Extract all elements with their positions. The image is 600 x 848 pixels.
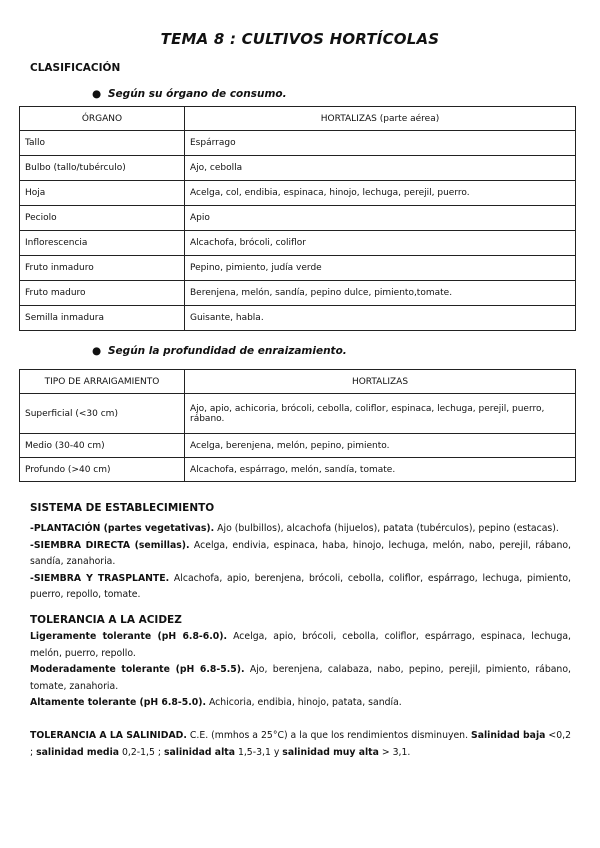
vegetables-cell: Alcachofa, espárrago, melón, sandía, tomate. — [185, 458, 576, 482]
trasplante-label: -SIEMBRA Y TRASPLANTE. — [30, 572, 170, 584]
salinity-heading: TOLERANCIA A LA SALINIDAD. — [30, 730, 187, 741]
vegetables-cell: Espárrago — [185, 131, 576, 156]
slight-tolerance-text: Acelga, apio, brócoli, cebolla, coliflor, espárrago, espinaca, lechuga, melón, puerro, repollo. — [30, 631, 571, 659]
bullet-icon: ● — [92, 345, 102, 357]
column-header: TIPO DE ARRAIGAMIENTO — [20, 370, 185, 394]
organ-cell: Peciolo — [20, 206, 185, 231]
organ-cell: Hoja — [20, 181, 185, 206]
organ-cell: Semilla inmadura — [20, 306, 185, 331]
organ-cell: Bulbo (tallo/tubérculo) — [20, 156, 185, 181]
organ-cell: Tallo — [20, 131, 185, 156]
table-row — [20, 156, 576, 181]
plantacion-label: -PLANTACIÓN (partes vegetativas). — [30, 523, 215, 534]
salinity-medium-label: salinidad media — [36, 746, 120, 758]
plantacion-line — [30, 521, 571, 538]
column-header: ÓRGANO — [20, 107, 185, 131]
establishment-section — [30, 521, 571, 604]
root-type-cell: Medio (30-40 cm) — [20, 434, 185, 458]
vegetables-cell: Apio — [185, 206, 576, 231]
classification-heading: CLASIFICACIÓN — [30, 62, 121, 74]
organ-cell: Fruto inmaduro — [20, 256, 185, 281]
establishment-heading: SISTEMA DE ESTABLECIMIENTO — [30, 502, 215, 514]
page-title: TEMA 8 : CULTIVOS HORTÍCOLAS — [160, 30, 440, 48]
acidity-heading: TOLERANCIA A LA ACIDEZ — [30, 614, 182, 626]
vegetables-cell: Berenjena, melón, sandía, pepino dulce, pimiento,tomate. — [185, 281, 576, 306]
salinity-very-high-label: salinidad muy alta — [282, 746, 379, 758]
high-tolerance-label: Altamente tolerante (pH 6.8-5.0). — [30, 697, 206, 708]
organ-cell: Fruto maduro — [20, 281, 185, 306]
vegetables-cell: Acelga, berenjena, melón, pepino, pimiento. — [185, 434, 576, 458]
high-tolerance-text: Achicoria, endibia, hinojo, patata, sandía. — [208, 697, 402, 708]
vegetables-cell: Pepino, pimiento, judía verde — [185, 256, 576, 281]
salinity-medium-value: 0,2-1,5 ; — [122, 746, 162, 758]
table-row — [20, 458, 576, 482]
plantacion-text: Ajo (bulbillos), alcachofa (hijuelos), patata (tubérculos), pepino (estacas). — [217, 523, 559, 534]
slight-tolerance-label: Ligeramente tolerante (pH 6.8-6.0). — [30, 631, 228, 642]
vegetables-cell: Ajo, cebolla — [185, 156, 576, 181]
vegetables-cell: Guisante, habla. — [185, 306, 576, 331]
salinity-high-label: salinidad alta — [163, 746, 235, 758]
table-row — [20, 231, 576, 256]
root-type-cell: Profundo (>40 cm) — [20, 458, 185, 482]
vegetables-cell: Ajo, apio, achicoria, brócoli, cebolla, coliflor, espinaca, lechuga, perejil, puerro, rábano. — [185, 394, 576, 434]
table-header-row — [20, 370, 576, 394]
trasplante-line — [30, 571, 571, 604]
root-table — [19, 369, 576, 482]
vegetables-cell: Alcachofa, brócoli, coliflor — [185, 231, 576, 256]
salinity-intro: C.E. (mmhos a 25°C) a la que los rendimientos disminuyen. — [189, 730, 469, 741]
root-type-cell: Superficial (<30 cm) — [20, 394, 185, 434]
organ-cell: Inflorescencia — [20, 231, 185, 256]
salinity-low-value: <0,2 ; — [30, 730, 571, 758]
vegetables-cell: Acelga, col, endibia, espinaca, hinojo, lechuga, perejil, puerro. — [185, 181, 576, 206]
salinity-section — [30, 728, 571, 761]
organ-table — [19, 106, 576, 331]
table-row — [20, 131, 576, 156]
column-header: HORTALIZAS (parte aérea) — [185, 107, 576, 131]
column-header: HORTALIZAS — [185, 370, 576, 394]
trasplante-text: Alcachofa, apio, berenjena, brócoli, cebolla, coliflor, espárrago, lechuga, pimiento, puerro, repollo, tomate. — [30, 572, 571, 600]
table-row — [20, 306, 576, 331]
moderate-tolerance-label: Moderadamente tolerante (pH 6.8-5.5). — [30, 664, 245, 675]
acidity-section — [30, 629, 571, 712]
table-row — [20, 206, 576, 231]
table-row — [20, 394, 576, 434]
table-row — [20, 181, 576, 206]
table-row — [20, 256, 576, 281]
organ-bullet-text: Según su órgano de consumo. — [108, 88, 287, 100]
root-bullet — [92, 345, 347, 357]
moderate-tolerance-line — [30, 662, 571, 695]
table-row — [20, 434, 576, 458]
salinity-low-label: Salinidad baja — [471, 730, 546, 741]
organ-bullet — [92, 88, 287, 100]
siembra-line — [30, 538, 571, 571]
high-tolerance-line — [30, 695, 571, 712]
table-header-row — [20, 107, 576, 131]
slight-tolerance-line — [30, 629, 571, 662]
table-row — [20, 281, 576, 306]
bullet-icon: ● — [92, 88, 102, 100]
moderate-tolerance-text: Ajo, berenjena, calabaza, nabo, pepino, perejil, pimiento, rábano, tomate, zanahoria. — [30, 664, 571, 692]
salinity-very-high-value: > 3,1. — [381, 746, 411, 758]
siembra-label: -SIEMBRA DIRECTA (semillas). — [30, 539, 190, 551]
salinity-high-value: 1,5-3,1 y — [237, 746, 280, 758]
siembra-text: Acelga, endivia, espinaca, haba, hinojo, lechuga, melón, nabo, perejil, rábano, sandía, zanahoria. — [30, 539, 571, 567]
root-bullet-text: Según la profundidad de enraizamiento. — [108, 345, 347, 357]
